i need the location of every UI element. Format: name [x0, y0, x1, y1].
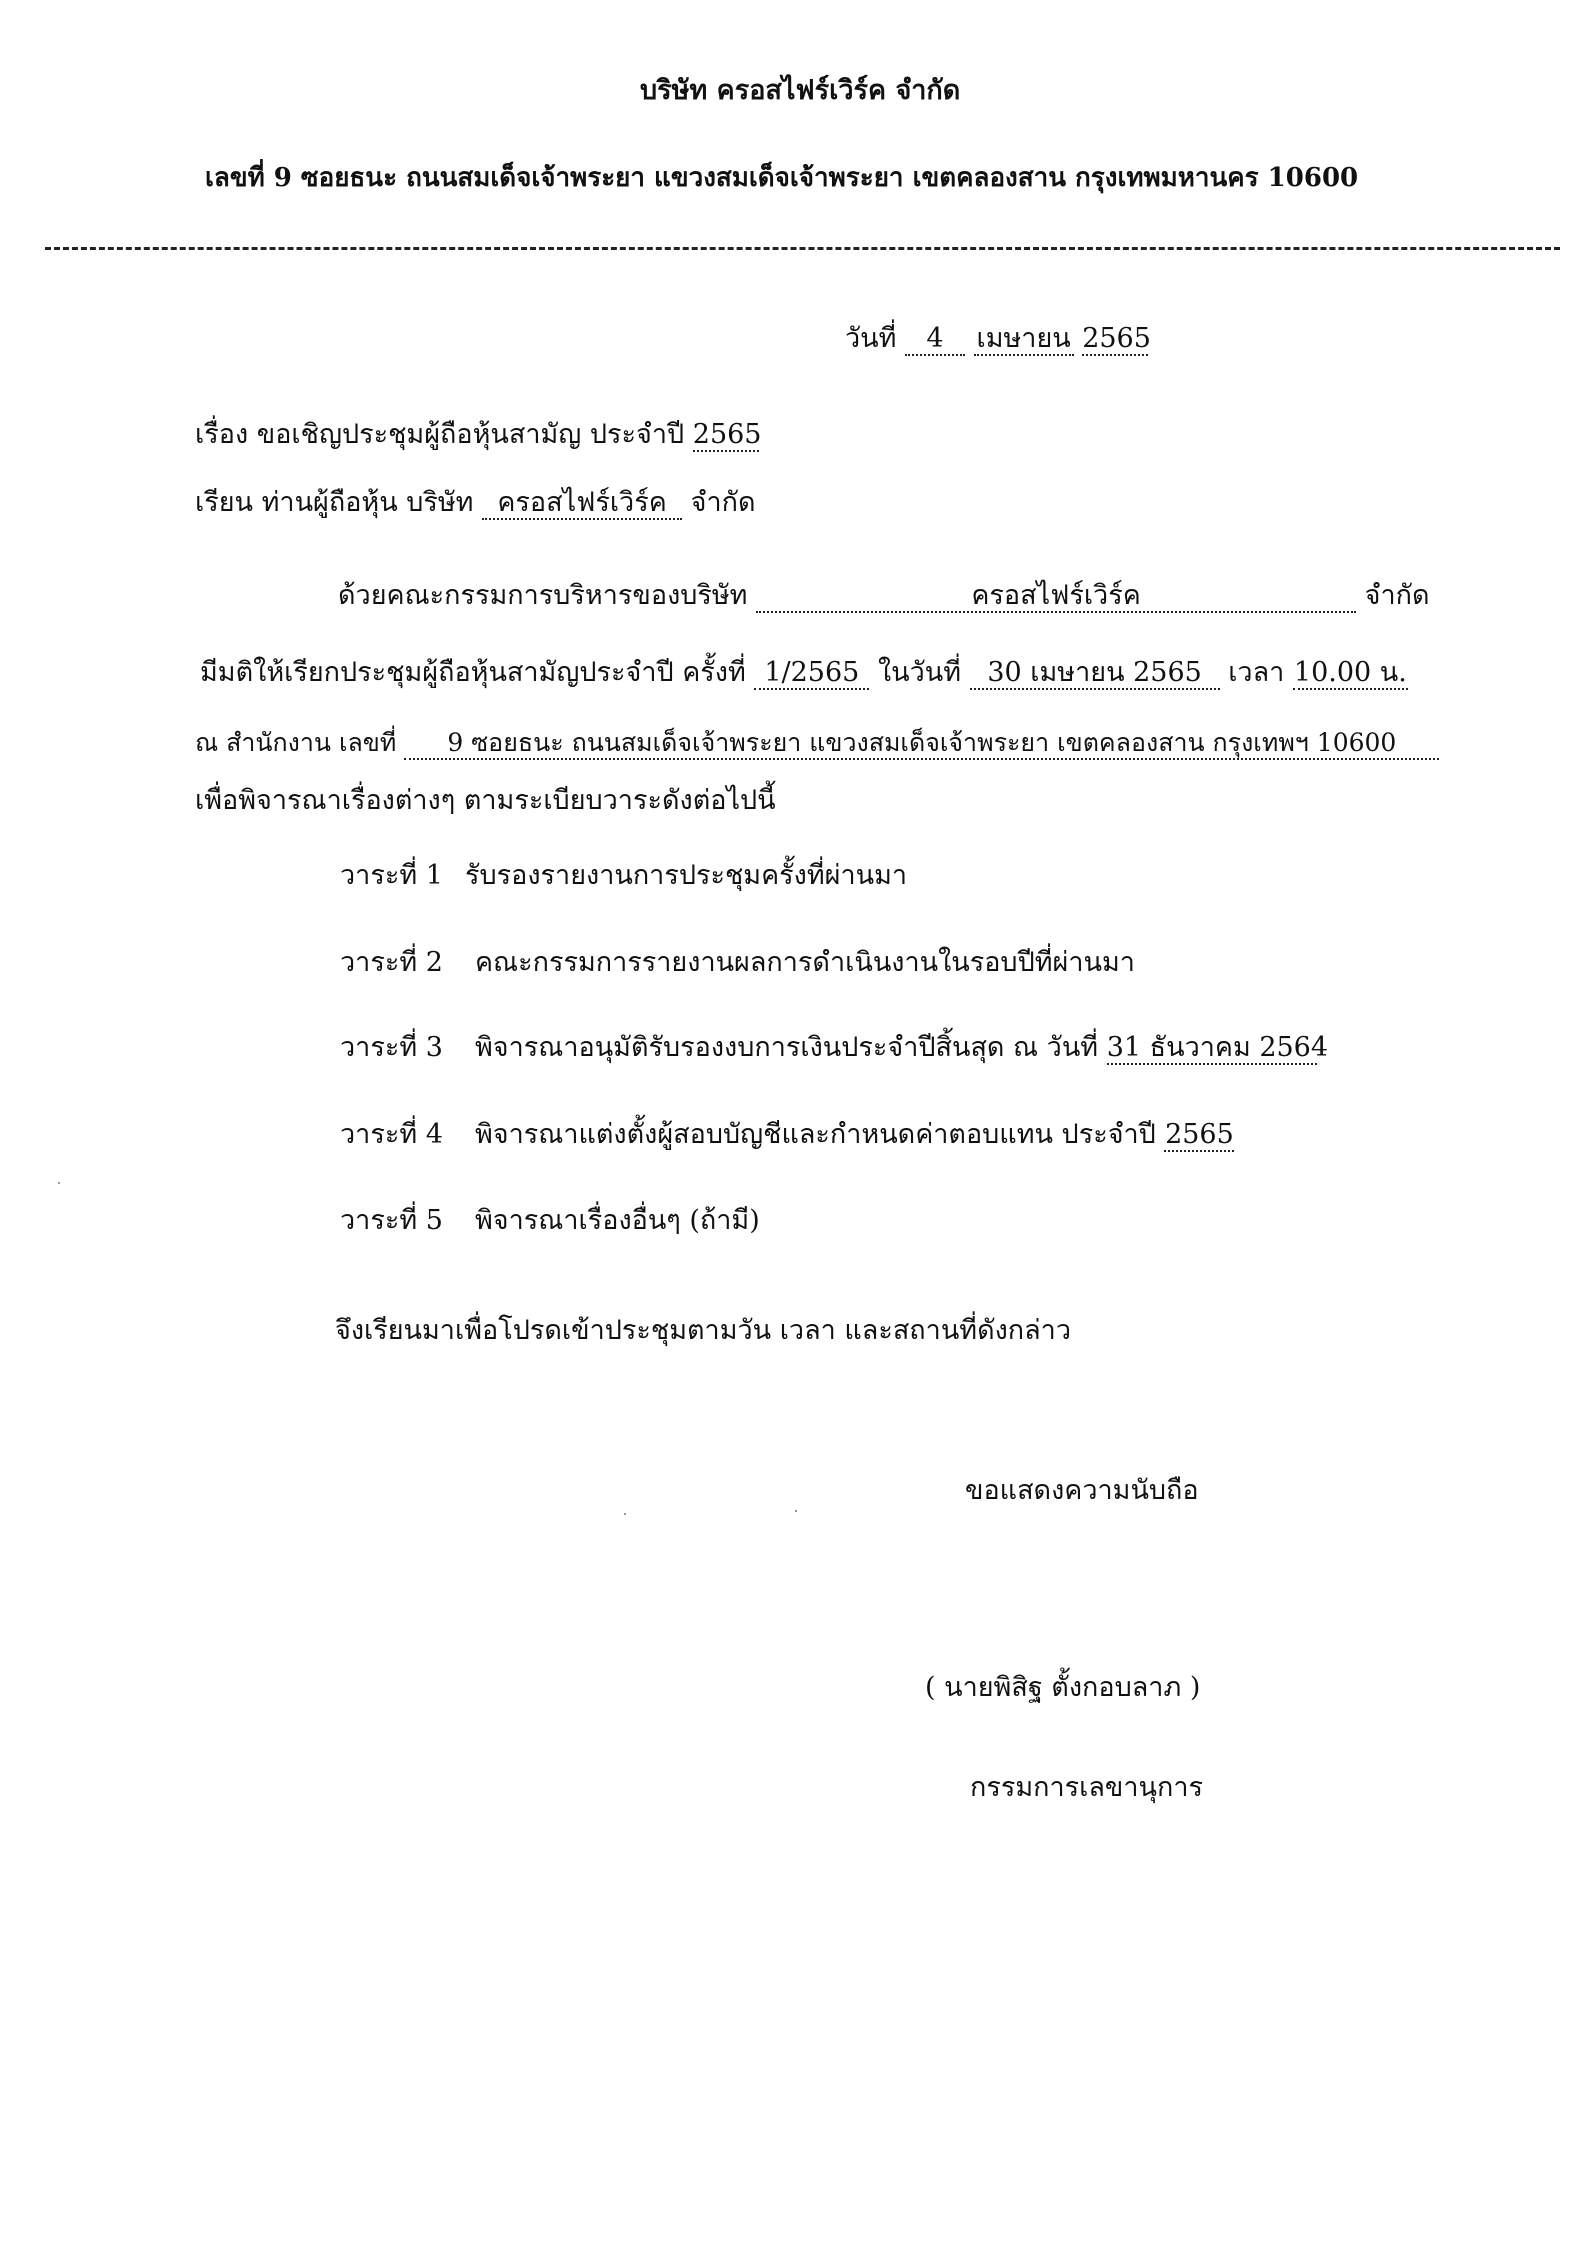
agenda-item-2 — [340, 940, 1135, 983]
recipient-company: ครอสไฟร์เวิร์ค — [482, 487, 682, 520]
signoff: ขอแสดงความนับถือ — [965, 1475, 1199, 1506]
venue-address: 9 ซอยธนะ ถนนสมเด็จเจ้าพระยา แขวงสมเด็จเจ้าพระยา เขตคลองสาน กรุงเทพฯ 10600 — [404, 729, 1439, 760]
recipient-line — [195, 480, 756, 523]
date-month: เมษายน — [974, 323, 1074, 356]
letter-date — [845, 316, 1151, 359]
agenda-label: วาระที่ 2 — [340, 947, 443, 978]
signer-name: ( นายพิสิฐ ตั้งกอบลาภ ) — [925, 1672, 1201, 1703]
agenda-label: วาระที่ 1 — [340, 860, 443, 891]
agenda-label: วาระที่ 4 — [340, 1119, 443, 1150]
body-intro: ด้วยคณะกรรมการบริหารของบริษัท — [338, 580, 748, 611]
scan-speck — [58, 1182, 60, 1184]
agenda-text: คณะกรรมการรายงานผลการดำเนินงานในรอบปีที่ผ่านมา — [475, 947, 1135, 978]
agenda-item-1 — [340, 853, 907, 896]
agenda-text: พิจารณาแต่งตั้งผู้สอบบัญชีและกำหนดค่าตอบแทน ประจำปี — [475, 1119, 1156, 1150]
body-line-3 — [195, 723, 1439, 763]
agenda-item-4 — [340, 1112, 1234, 1155]
agenda-filled-year: 2565 — [1164, 1119, 1234, 1152]
body-company-suffix: จำกัด — [1364, 580, 1430, 611]
signer-title: กรรมการเลขานุการ — [970, 1772, 1204, 1803]
scan-speck — [795, 1510, 797, 1512]
agenda-item-5 — [340, 1198, 760, 1241]
meeting-number: 1/2565 — [754, 657, 869, 690]
agenda-label: วาระที่ 3 — [340, 1032, 443, 1063]
meeting-time: 10.00 น. — [1293, 657, 1408, 690]
agenda-text: พิจารณาอนุมัติรับรองงบการเงินประจำปีสิ้นสุด ณ วันที่ — [475, 1032, 1099, 1063]
date-day: 4 — [905, 323, 965, 356]
recipient-text: ท่านผู้ถือหุ้น บริษัท — [261, 487, 474, 518]
company-heading: บริษัท ครอสไฟร์เวิร์ค จำกัด — [640, 75, 961, 106]
body-resolution: มีมติให้เรียกประชุมผู้ถือหุ้นสามัญประจำปี ครั้งที่ — [200, 657, 746, 688]
body-line-2 — [200, 650, 1408, 693]
subject-line — [195, 412, 762, 455]
meeting-date: 30 เมษายน 2565 — [970, 657, 1220, 690]
venue-label: ณ สำนักงาน เลขที่ — [195, 728, 397, 757]
recipient-suffix: จำกัด — [690, 487, 756, 518]
subject-label: เรื่อง — [195, 419, 249, 450]
subject-year: 2565 — [693, 419, 759, 452]
subject-text: ขอเชิญประชุมผู้ถือหุ้นสามัญ ประจำปี — [256, 419, 685, 450]
recipient-label: เรียน — [195, 487, 254, 518]
agenda-label: วาระที่ 5 — [340, 1205, 443, 1236]
body-line-4: เพื่อพิจารณาเรื่องต่างๆ ตามระเบียบวาระดังต่อไปนี้ — [195, 785, 776, 816]
closing-statement: จึงเรียนมาเพื่อโปรดเข้าประชุมตามวัน เวลา และสถานที่ดังกล่าว — [335, 1315, 1072, 1346]
meeting-time-label: เวลา — [1228, 657, 1285, 688]
company-address: เลขที่ 9 ซอยธนะ ถนนสมเด็จเจ้าพระยา แขวงสมเด็จเจ้าพระยา เขตคลองสาน กรุงเทพมหานคร 10600 — [205, 163, 1359, 193]
date-label: วันที่ — [845, 323, 897, 354]
agenda-text: รับรองรายงานการประชุมครั้งที่ผ่านมา — [465, 860, 908, 891]
date-year: 2565 — [1082, 323, 1148, 356]
agenda-item-3 — [340, 1025, 1329, 1068]
agenda-text: พิจารณาเรื่องอื่นๆ (ถ้ามี) — [475, 1205, 760, 1236]
header-separator — [45, 247, 1560, 250]
body-company: ครอสไฟร์เวิร์ค — [756, 580, 1356, 613]
scan-speck — [624, 1513, 626, 1515]
meeting-date-label: ในวันที่ — [877, 657, 961, 688]
agenda-filled-date: 31 ธันวาคม 2564 — [1107, 1032, 1317, 1065]
body-line-1 — [338, 573, 1438, 616]
